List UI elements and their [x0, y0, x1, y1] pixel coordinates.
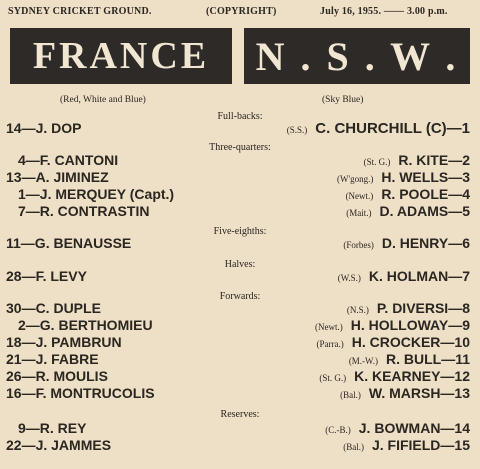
nsw-name: K. HOLMAN—7 [368, 268, 470, 284]
section-fiveeighths: Five-eighths: [213, 226, 267, 237]
venue-label: SYDNEY CRICKET GROUND. [8, 6, 152, 17]
france-player: 16—F. MONTRUCOLIS [6, 385, 155, 401]
nsw-player [210, 420, 470, 438]
nsw-name: D. ADAMS—5 [379, 203, 470, 219]
france-player: 14—J. DOP [6, 120, 82, 136]
france-player: 2—G. BERTHOMIEU [18, 317, 153, 333]
nsw-player [210, 268, 470, 286]
france-player: 1—J. MERQUEY (Capt.) [18, 186, 175, 202]
nsw-club: (M.-W.) [348, 356, 378, 366]
nsw-player [210, 235, 470, 253]
nsw-name: R. POOLE—4 [381, 186, 470, 202]
nsw-name: C. CHURCHILL (C)—1 [315, 120, 470, 137]
section-reserves: Reserves: [220, 409, 260, 420]
nsw-player [210, 437, 470, 455]
france-player: 21—J. FABRE [6, 351, 99, 367]
nsw-club: (St. G.) [363, 157, 391, 167]
nsw-player [210, 351, 470, 369]
date-time-label: July 16, 1955. —— 3.00 p.m. [320, 6, 448, 17]
nsw-club: (St. G.) [319, 373, 347, 383]
nsw-name: H. HOLLOWAY—9 [350, 317, 470, 333]
france-player: 22—J. JAMMES [6, 437, 112, 453]
nsw-player [210, 120, 470, 138]
nsw-club: (Mait.) [346, 208, 372, 218]
nsw-club: (Forbes) [343, 240, 374, 250]
nsw-club: (W.S.) [337, 273, 361, 283]
france-player: 18—J. PAMBRUN [6, 334, 122, 350]
nsw-name: R. KITE—2 [398, 152, 470, 168]
section-threequarters: Three-quarters: [209, 142, 271, 153]
france-player: 28—F. LEVY [6, 268, 87, 284]
nsw-club: (Parra.) [316, 339, 344, 349]
nsw-name: J. FIFIELD—15 [371, 437, 470, 453]
nsw-player [210, 334, 470, 352]
nsw-club: (Newt.) [345, 191, 374, 201]
nsw-player [210, 385, 470, 403]
section-forwards: Forwards: [219, 291, 261, 302]
france-player: 4—F. CANTONI [18, 152, 119, 168]
france-colours: (Red, White and Blue) [60, 95, 146, 105]
france-player: 9—R. REY [18, 420, 87, 436]
nsw-player [210, 203, 470, 221]
nsw-player [210, 186, 470, 204]
nsw-player [210, 317, 470, 335]
nsw-colours: (Sky Blue) [322, 95, 364, 105]
nsw-title: N . S . W . [255, 33, 459, 79]
nsw-player [210, 169, 470, 187]
nsw-name: H. CROCKER—10 [351, 334, 470, 350]
nsw-name: H. WELLS—3 [381, 169, 470, 185]
nsw-name: D. HENRY—6 [381, 235, 470, 251]
nsw-name: K. KEARNEY—12 [354, 368, 470, 384]
nsw-player [210, 300, 470, 318]
copyright-label: (COPYRIGHT) [206, 6, 277, 17]
nsw-club: (C.-B.) [325, 425, 351, 435]
nsw-name: R. BULL—11 [385, 351, 470, 367]
france-player: 30—C. DUPLE [6, 300, 101, 316]
nsw-name: W. MARSH—13 [368, 385, 470, 401]
section-halves: Halves: [224, 259, 256, 270]
nsw-club: (W'gong.) [336, 174, 374, 184]
france-title: FRANCE [32, 35, 210, 77]
section-fullbacks: Full-backs: [217, 111, 263, 122]
nsw-club: (Newt.) [314, 322, 343, 332]
nsw-player [210, 152, 470, 170]
nsw-banner [244, 28, 470, 84]
nsw-player [210, 368, 470, 386]
france-banner [10, 28, 232, 84]
france-player: 13—A. JIMINEZ [6, 169, 109, 185]
nsw-name: J. BOWMAN—14 [358, 420, 470, 436]
nsw-club: (Bal.) [343, 442, 364, 452]
nsw-club: (Bal.) [340, 390, 361, 400]
nsw-name: P. DIVERSI—8 [376, 300, 470, 316]
france-player: 7—R. CONTRASTIN [18, 203, 150, 219]
france-player: 26—R. MOULIS [6, 368, 108, 384]
nsw-club: (N.S.) [346, 305, 369, 315]
france-player: 11—G. BENAUSSE [6, 235, 132, 251]
nsw-club: (S.S.) [286, 125, 308, 135]
